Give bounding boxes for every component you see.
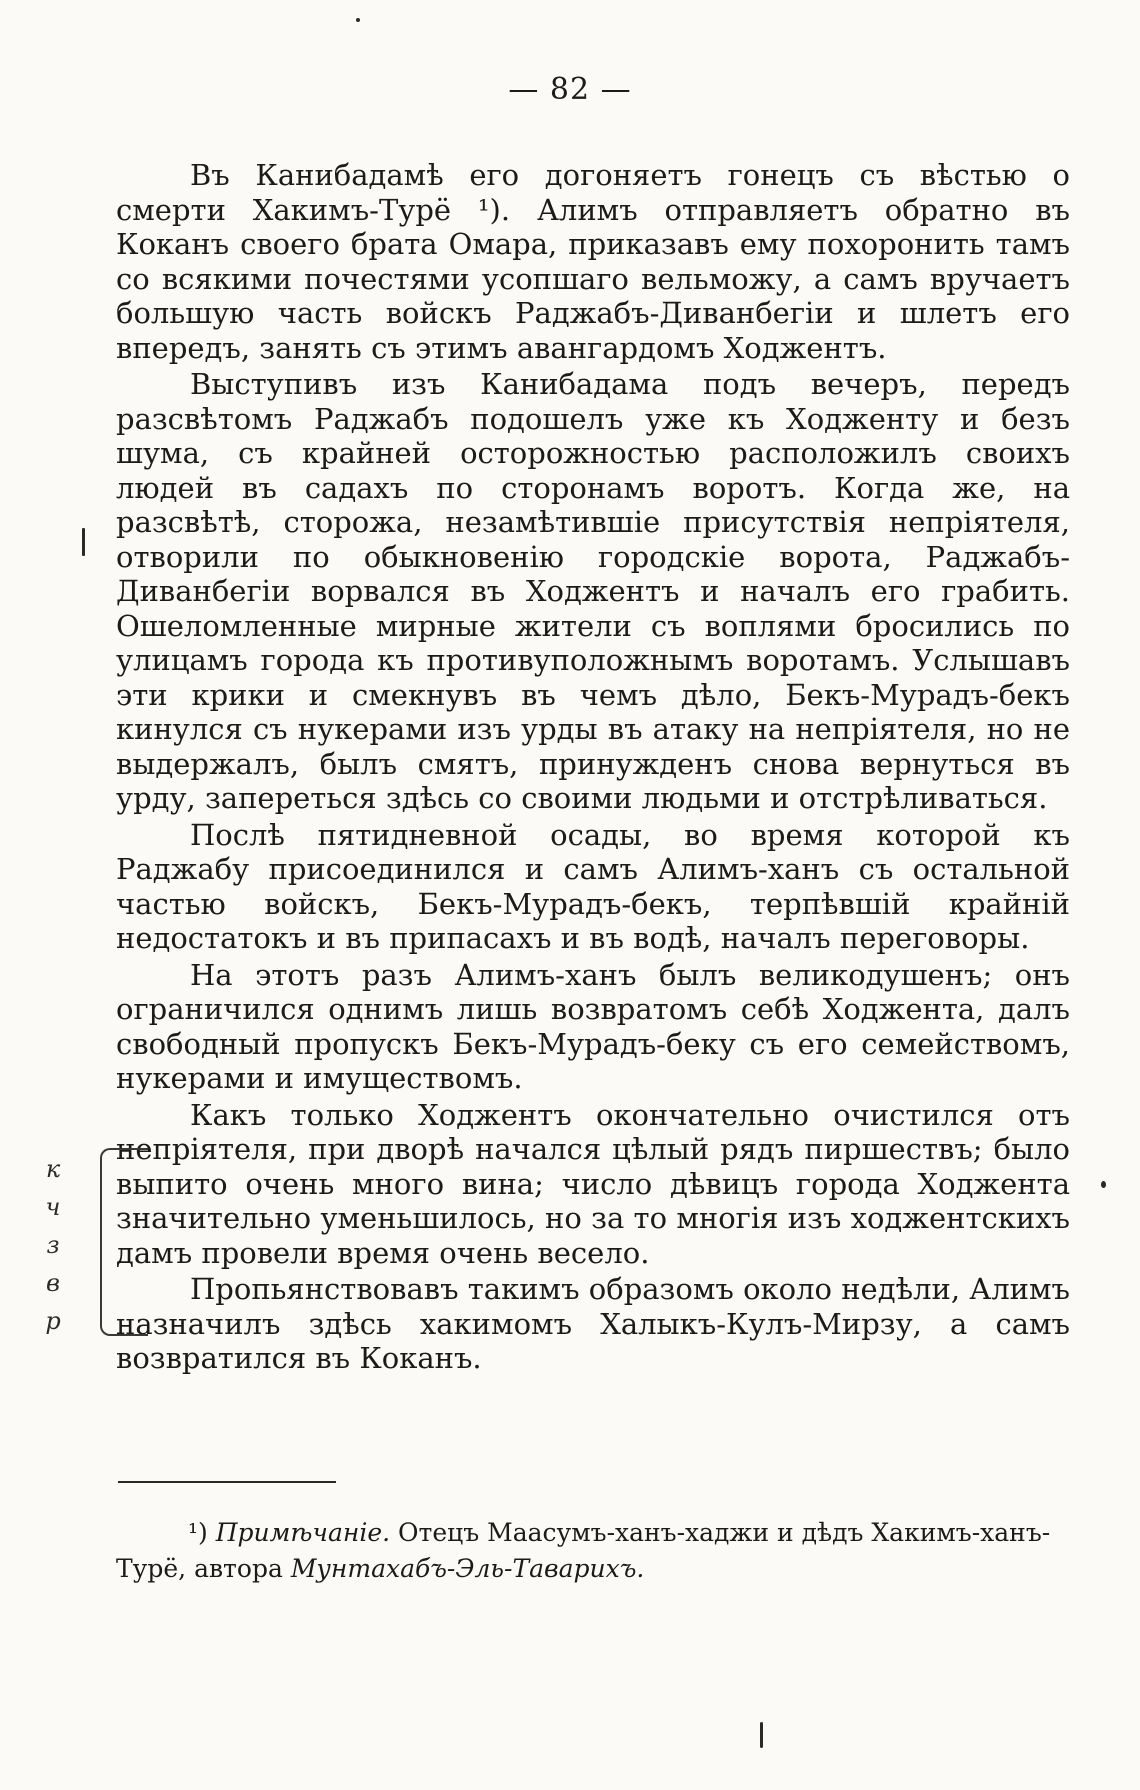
paragraph-6: Пропьянствовавъ такимъ образомъ около недѣли, Алимъ назначилъ здѣсь хакимомъ Халыкъ-Кулъ-Мирзу, а самъ возвратился въ Коканъ. bbox=[116, 1272, 1070, 1375]
paragraph-2: Выступивъ изъ Канибадама подъ вечеръ, передъ разсвѣтомъ Раджабъ подошелъ уже къ Ходженту и безъ шума, съ крайней осторожностью расположилъ своихъ людей въ садахъ по сторонамъ воротъ. Когда же, на разсвѣтѣ, сторожа, незамѣтившіе присутствія непріятеля, отворили по обыкновенію городскіе ворота, Раджабъ-Диванбегіи ворвался въ Ходжентъ и началъ его грабить. Ошеломленные мирные жители съ воплями бросились по улицамъ города къ противуположнымъ воротамъ. Услышавъ эти крики и смекнувъ въ чемъ дѣло, Бекъ-Мурадъ-бекъ кинулся съ нукерами изъ урды въ атаку на непріятеля, но не выдержалъ, былъ смятъ, принужденъ снова вернуться въ урду, запереться здѣсь со своими людьми и отстрѣливаться. bbox=[116, 367, 1070, 815]
ink-speck bbox=[760, 1722, 763, 1748]
ink-speck bbox=[356, 18, 360, 22]
ink-speck bbox=[1101, 1181, 1106, 1188]
margin-mark bbox=[82, 528, 85, 556]
footnote-divider bbox=[118, 1481, 336, 1483]
paragraph-1: Въ Канибадамѣ его догоняетъ гонецъ съ вѣстью о смерти Хакимъ-Турё ¹). Алимъ отправляетъ обратно въ Коканъ своего брата Омара, приказавъ ему похоронить тамъ со всякими почестями усопшаго вельможу, а самъ вручаетъ большую часть войскъ Раджабъ-Диванбегіи и шлетъ его впередъ, занять съ этимъ авангардомъ Ходжентъ. bbox=[116, 158, 1070, 365]
footnote bbox=[116, 1515, 1070, 1587]
paragraph-3: Послѣ пятидневной осады, во время которой къ Раджабу присоединился и самъ Алимъ-ханъ съ остальной частью войскъ, Бекъ-Мурадъ-бекъ, терпѣвшій крайній недостатокъ и въ припасахъ и въ водѣ, началъ переговоры. bbox=[116, 817, 1070, 955]
footnote-label: Примѣчаніе. bbox=[215, 1518, 391, 1547]
margin-bracket bbox=[100, 1148, 148, 1336]
footnote-marker: ¹) bbox=[188, 1518, 208, 1547]
paragraph-4: На этотъ разъ Алимъ-ханъ былъ великодушенъ; онъ ограничился однимъ лишь возвратомъ себѣ Ходжента, далъ свободный пропускъ Бекъ-Мурадъ-беку съ его семействомъ, нукерами и имуществомъ. bbox=[116, 957, 1070, 1095]
body-text bbox=[116, 158, 1070, 1378]
footnote-text: Отецъ Маасумъ-ханъ-хаджи и дѣдъ Хакимъ-ханъ-Турё, автора bbox=[116, 1518, 1051, 1583]
page-number: — 82 — bbox=[508, 72, 632, 107]
paragraph-5: Какъ только Ходжентъ окончательно очистился отъ непріятеля, при дворѣ начался цѣлый рядъ пиршествъ; было выпито очень много вина; число дѣвицъ города Ходжента значительно уменьшилось, но за то многія изъ ходжентскихъ дамъ провели время очень весело. bbox=[116, 1097, 1070, 1270]
handwritten-margin-note: к ч з в р bbox=[45, 1155, 61, 1335]
footnote-work-title: Мунтахабъ-Эль-Таварихъ. bbox=[290, 1554, 645, 1583]
